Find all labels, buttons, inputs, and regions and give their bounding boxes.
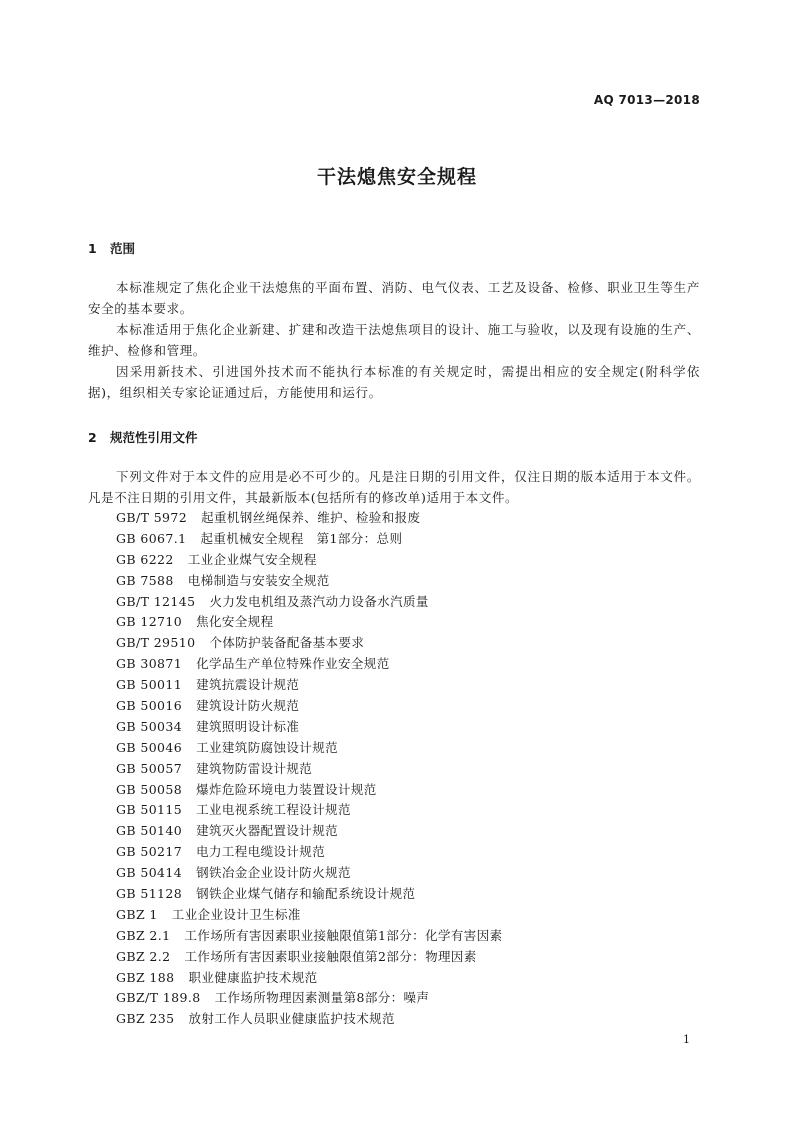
paragraph: 因采用新技术、引进国外技术而不能执行本标准的有关规定时，需提出相应的安全规定(附科学依据)，组织相关专家论证通过后，方能使用和运行。	[88, 364, 700, 400]
reference-title: 职业健康监护技术规范	[188, 969, 318, 985]
reference-title: 建筑抗震设计规范	[196, 677, 300, 693]
paragraph: 本标准适用于焦化企业新建、扩建和改造干法熄焦项目的设计、施工与验收，以及现有设施的生产、维护、检修和管理。	[88, 322, 700, 358]
section-title: 规范性引用文件	[110, 430, 198, 445]
reference-title: 起重机械安全规程 第1部分：总则	[200, 530, 403, 546]
reference-item	[116, 675, 502, 696]
reference-item	[116, 633, 502, 654]
reference-title: 工业企业设计卫生标准	[171, 906, 301, 922]
reference-item	[116, 863, 502, 884]
reference-title: 建筑灭火器配置设计规范	[196, 823, 339, 839]
reference-title: 化学品生产单位特殊作业安全规范	[196, 656, 390, 672]
reference-title: 工业电视系统工程设计规范	[196, 802, 351, 818]
reference-title: 焦化安全规程	[196, 614, 274, 630]
reference-title: 个体防护装备配备基本要求	[209, 635, 365, 651]
reference-code: GB 12710	[116, 614, 183, 630]
reference-code: GBZ 235	[116, 1011, 175, 1027]
reference-code: GB 50115	[116, 802, 183, 818]
section-heading-normative-references	[88, 428, 198, 446]
reference-item	[116, 696, 502, 717]
reference-item	[116, 550, 502, 571]
reference-code: GB/T 5972	[116, 510, 188, 525]
reference-code: GBZ 2.1	[116, 927, 171, 943]
reference-item	[116, 842, 502, 863]
page-number: 1	[683, 1033, 690, 1046]
reference-item	[116, 1009, 502, 1030]
reference-title: 电力工程电缆设计规范	[196, 844, 326, 860]
reference-code: GBZ/T 189.8	[116, 990, 201, 1006]
reference-title: 工业企业煤气安全规程	[187, 551, 317, 567]
reference-item	[116, 821, 502, 842]
reference-code: GBZ 188	[116, 969, 175, 985]
section-number: 2	[88, 430, 97, 445]
reference-item	[116, 508, 502, 529]
reference-item	[116, 759, 502, 780]
reference-title: 火力发电机组及蒸汽动力设备水汽质量	[209, 593, 429, 609]
reference-item	[116, 529, 502, 550]
reference-item	[116, 800, 502, 821]
reference-code: GB 50058	[116, 781, 183, 797]
paragraph: 下列文件对于本文件的应用是必不可少的。凡是注日期的引用文件，仅注日期的版本适用于本文件。凡是不注日期的引用文件，其最新版本(包括所有的修改单)适用于本文件。	[88, 469, 700, 505]
reference-item	[116, 738, 502, 759]
reference-item	[116, 612, 502, 633]
reference-item	[116, 654, 502, 675]
reference-title: 放射工作人员职业健康监护技术规范	[188, 1011, 395, 1027]
reference-title: 工业建筑防腐蚀设计规范	[196, 739, 339, 755]
reference-item	[116, 947, 502, 968]
paragraph: 本标准规定了焦化企业干法熄焦的平面布置、消防、电气仪表、工艺及设备、检修、职业卫生等生产安全的基本要求。	[88, 280, 700, 316]
reference-title: 起重机钢丝绳保养、维护、检验和报废	[201, 510, 421, 525]
reference-code: GBZ 2.2	[116, 948, 171, 964]
reference-item	[116, 968, 502, 989]
reference-title: 工作场所有害因素职业接触限值第2部分：物理因素	[184, 948, 477, 964]
reference-title: 建筑物防雷设计规范	[196, 760, 313, 776]
reference-item	[116, 780, 502, 801]
section-title: 范围	[110, 241, 136, 256]
reference-list	[116, 508, 502, 1030]
section-number: 1	[88, 241, 97, 256]
reference-title: 电梯制造与安装安全规范	[187, 572, 330, 588]
reference-code: GBZ 1	[116, 906, 158, 922]
reference-item	[116, 884, 502, 905]
reference-title: 爆炸危险环境电力装置设计规范	[196, 781, 377, 797]
reference-code: GB 6222	[116, 551, 174, 567]
reference-code: GB 30871	[116, 656, 183, 672]
reference-code: GB/T 29510	[116, 635, 196, 651]
reference-code: GB 50011	[116, 677, 183, 693]
reference-item	[116, 905, 502, 926]
reference-code: GB 50217	[116, 844, 183, 860]
reference-code: GB 50140	[116, 823, 183, 839]
reference-title: 钢铁冶金企业设计防火规范	[196, 865, 351, 881]
section-heading-scope	[88, 239, 135, 257]
reference-code: GB 50016	[116, 698, 183, 714]
reference-item	[116, 592, 502, 613]
reference-title: 工作场所有害因素职业接触限值第1部分：化学有害因素	[184, 927, 503, 943]
reference-item	[116, 926, 502, 947]
reference-code: GB 7588	[116, 572, 174, 588]
document-title: 干法熄焦安全规程	[316, 166, 477, 188]
reference-code: GB 50057	[116, 760, 183, 776]
reference-item	[116, 717, 502, 738]
reference-code: GB 6067.1	[116, 530, 187, 546]
standard-code: AQ 7013—2018	[593, 93, 700, 107]
reference-code: GB/T 12145	[116, 593, 196, 609]
reference-title: 钢铁企业煤气储存和输配系统设计规范	[196, 886, 416, 902]
reference-title: 建筑设计防火规范	[196, 698, 300, 714]
reference-code: GB 51128	[116, 886, 183, 902]
reference-code: GB 50414	[116, 865, 183, 881]
reference-code: GB 50034	[116, 718, 183, 734]
reference-title: 工作场所物理因素测量第8部分：噪声	[214, 990, 430, 1006]
reference-title: 建筑照明设计标准	[196, 718, 300, 734]
reference-code: GB 50046	[116, 739, 183, 755]
reference-item	[116, 571, 502, 592]
reference-item	[116, 988, 502, 1009]
